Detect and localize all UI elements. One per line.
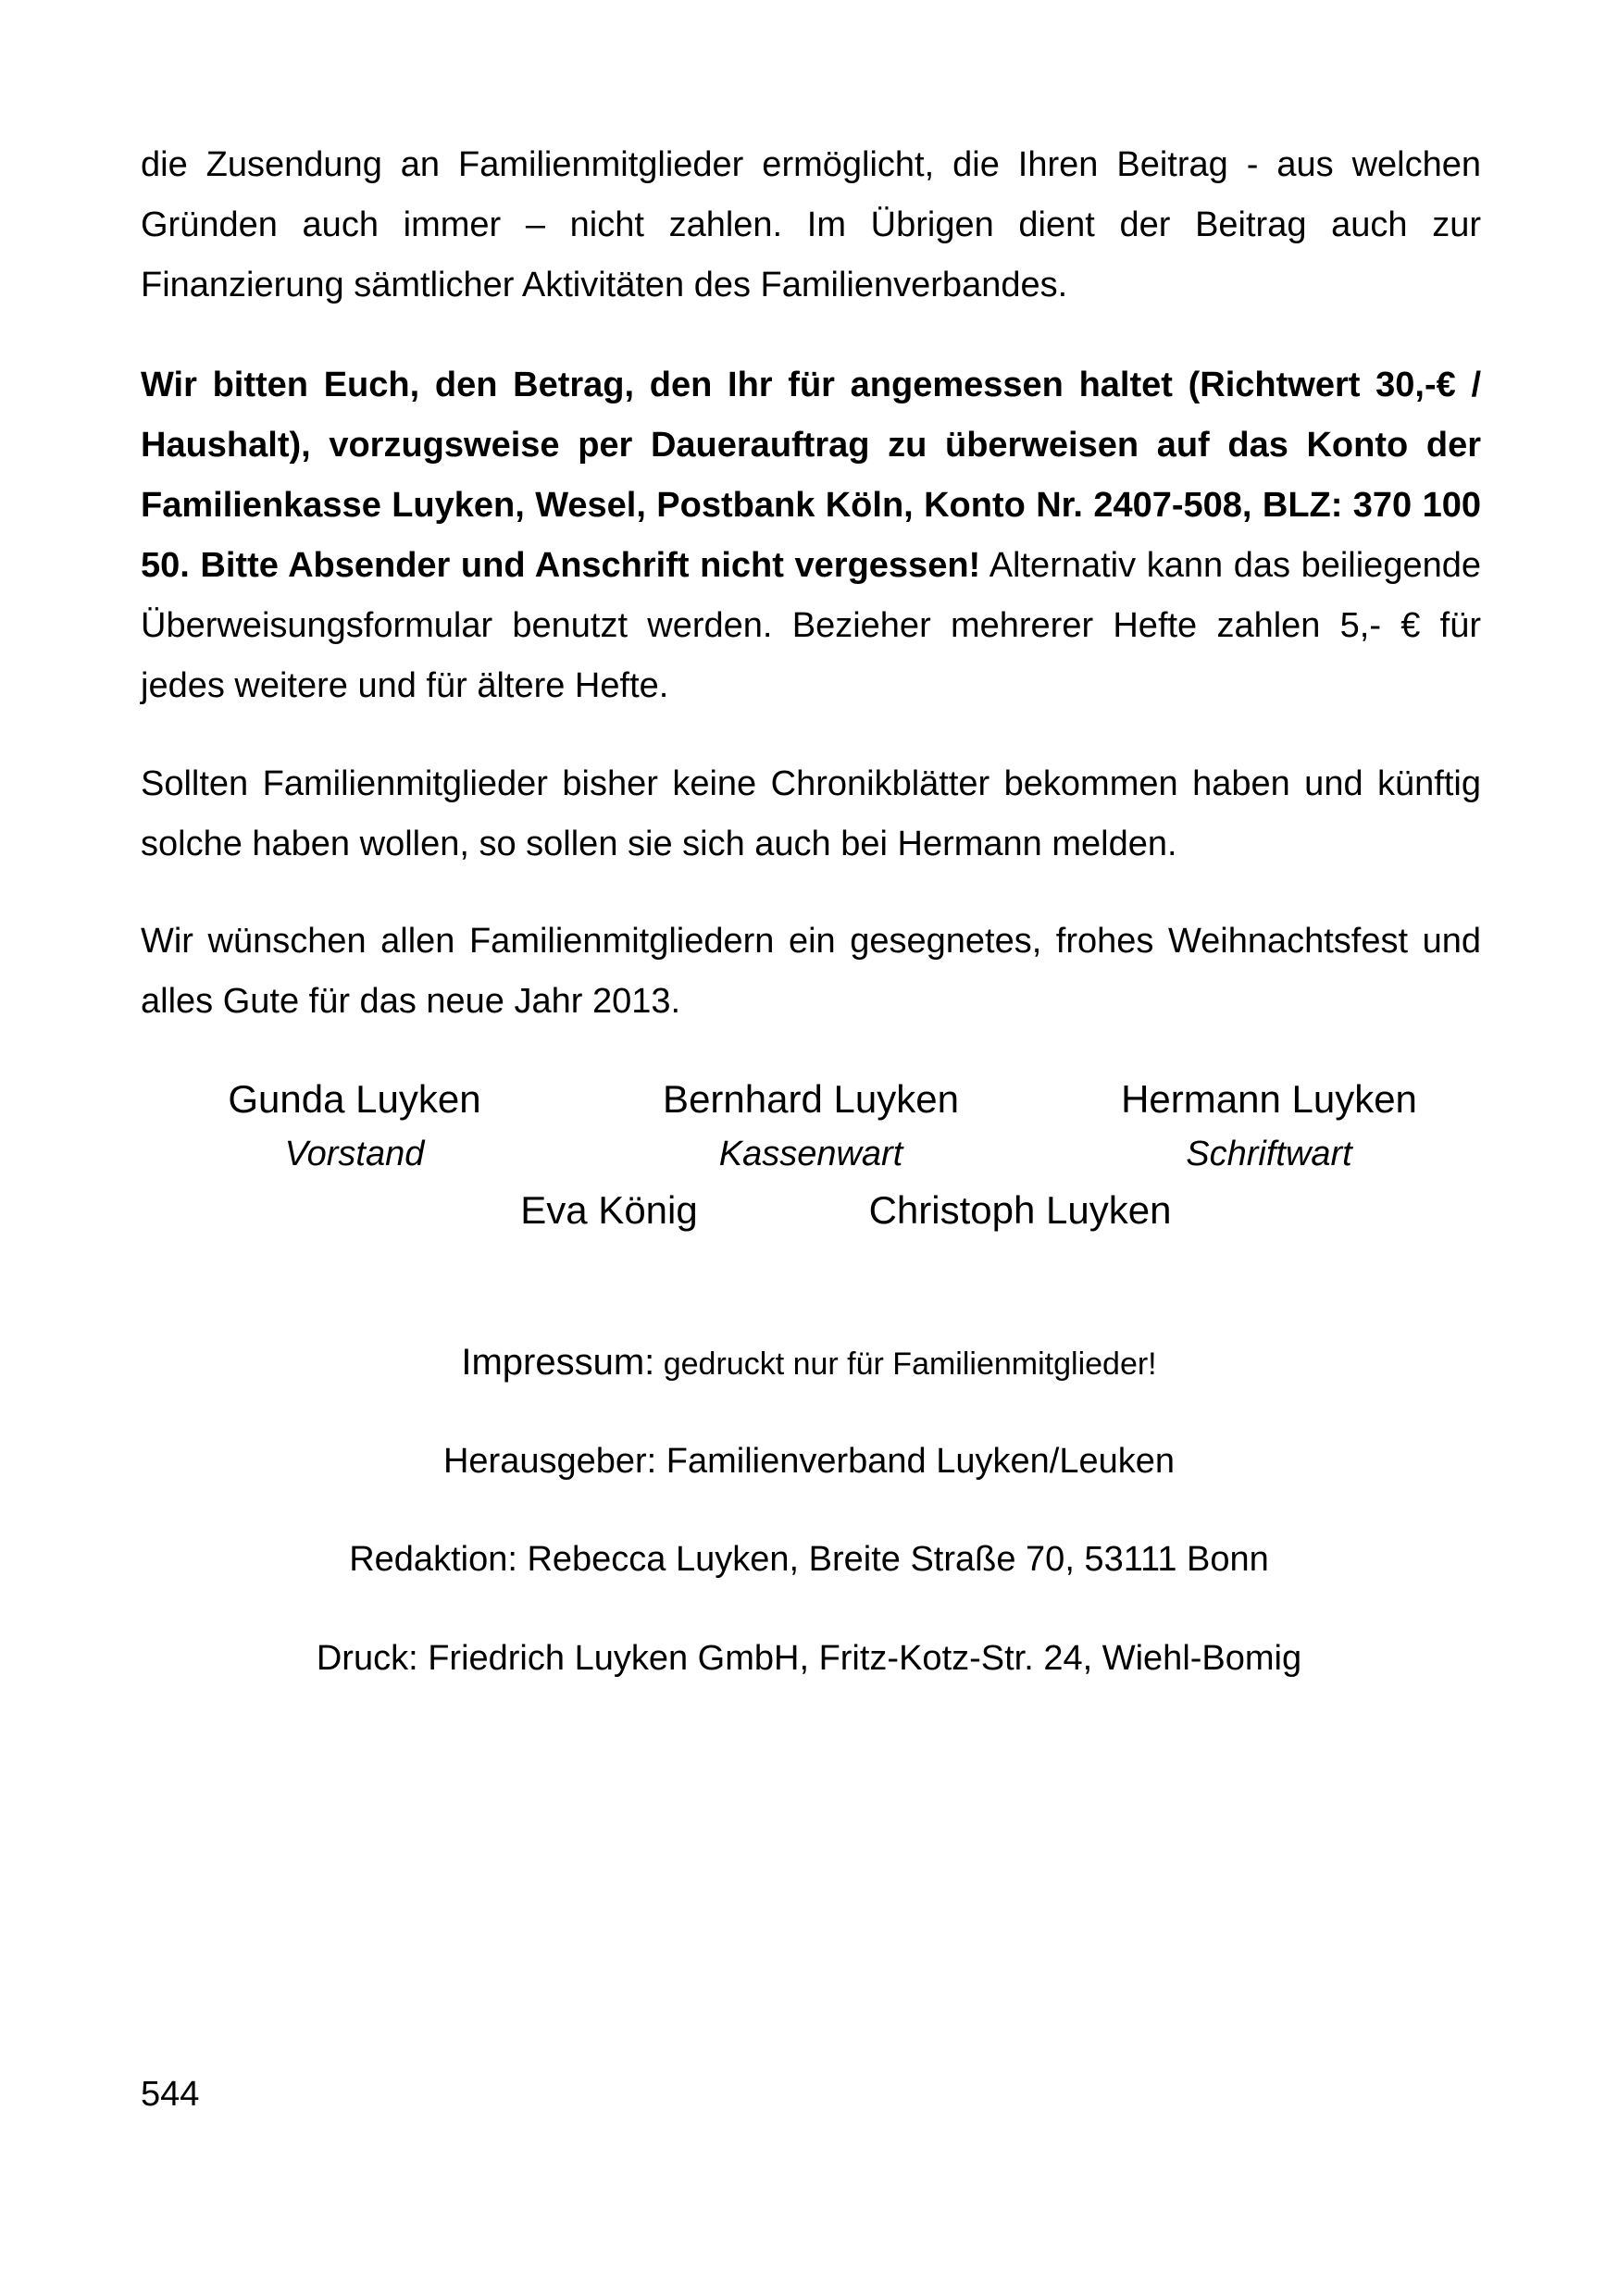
signature-role: Schriftwart bbox=[1186, 1135, 1352, 1173]
signature-name: Christoph Luyken bbox=[868, 1188, 1172, 1232]
impressum-print: Druck: Friedrich Luyken GmbH, Fritz-Kotz-Str. 24, Wiehl-Bomig bbox=[316, 1639, 1302, 1678]
paragraph-chronicle-sheets: Sollten Familienmitglieder bisher keine Chronikblätter bekommen haben und künftig solche haben wollen, so sollen sie sich auch bei Hermann melden. bbox=[141, 764, 1481, 863]
impressum-note: gedruckt nur für Familienmitglieder! bbox=[654, 1347, 1157, 1382]
signature-name: Eva König bbox=[520, 1188, 698, 1232]
signature-name: Gunda Luyken bbox=[228, 1077, 481, 1121]
paragraph-season-greetings: Wir wünschen allen Familienmitgliedern ein gesegnetes, frohes Weihnachtsfest und alles Gute für das neue Jahr 2013. bbox=[141, 922, 1481, 1021]
signature-role: Vorstand bbox=[284, 1135, 425, 1173]
impressum-heading bbox=[0, 1339, 1618, 1387]
paragraph-contribution-purpose: die Zusendung an Familienmitglieder ermöglicht, die Ihren Beitrag - aus welchen Gründen auch immer – nicht zahlen. Im Übrigen dient der Beitrag auch zur Finanzierung sämtlicher Aktivitäten des Familienverbandes. bbox=[141, 145, 1481, 304]
impressum-label: Impressum: bbox=[461, 1342, 655, 1383]
payment-instructions-rest: Alternativ kann das beiliegende Überweisungsformular benutzt werden. Bezieher mehrerer Hefte zahlen 5,- € für jedes weitere und für ältere Hefte. bbox=[141, 546, 1481, 705]
payment-instructions-bold: Wir bitten Euch, den Betrag, den Ihr für angemessen haltet (Richtwert 30,-€ / Haushalt), vorzugsweise per Dauerauftrag zu überweisen auf das Konto der Familienkasse Luyken, Wesel, Postbank Köln, Konto Nr. 2407-508, BLZ: 370 100 50. Bitte Absender und Anschrift nicht vergessen! bbox=[141, 366, 1481, 585]
signature-role: Kassenwart bbox=[718, 1135, 903, 1173]
signature-name: Hermann Luyken bbox=[1121, 1077, 1417, 1121]
impressum-editorial: Redaktion: Rebecca Luyken, Breite Straße 70, 53111 Bonn bbox=[349, 1540, 1269, 1579]
paragraph-payment-request bbox=[141, 355, 1481, 716]
signature-name: Bernhard Luyken bbox=[663, 1077, 959, 1121]
page-number: 544 bbox=[141, 2075, 200, 2114]
impressum-publisher: Herausgeber: Familienverband Luyken/Leuken bbox=[442, 1442, 1176, 1481]
